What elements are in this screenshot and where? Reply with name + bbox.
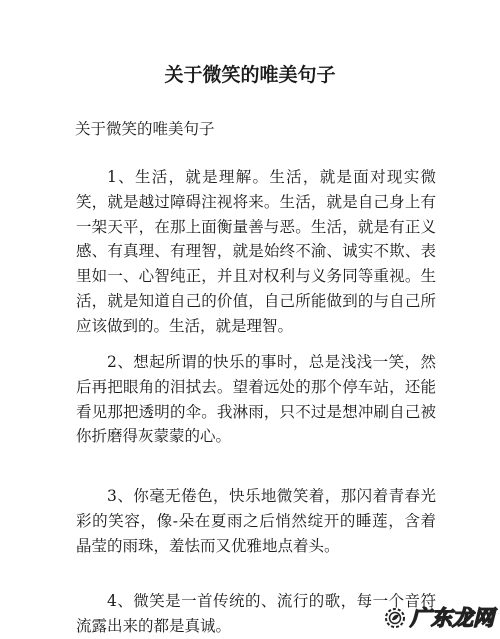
watermark xyxy=(384,606,494,630)
paragraph-2: 2、想起所谓的快乐的事时，总是浅浅一笑，然后再把眼角的泪拭去。望着远处的那个停车站，还能看见那把透明的伞。我淋雨，只不过是想冲刷自己被你折磨得灰蒙蒙的心。 xyxy=(76,353,436,446)
paragraph-4: 4、微笑是一首传统的、流行的歌，每一个音符流露出来的都是真诚。 xyxy=(76,592,436,635)
watermark-text: 广东龙网 xyxy=(410,606,494,630)
paragraph-1: 1、生活，就是理解。生活，就是面对现实微笑，就是越过障碍注视将来。生活，就是自己身上有一架天平，在那上面衡量善与恶。生活，就是有正义感、有真理、有理智，就是始终不渝、诚实不欺、表里如一、心智纯正，并且对权利与义务同等重视。生活，就是知道自己的价值，自己所能做到的与自己所应该做到的。生活，就是理智。 xyxy=(76,168,436,335)
page-title: 关于微笑的唯美句子 xyxy=(164,64,336,86)
gear-leaf-logo-icon xyxy=(384,607,406,629)
paragraph-3: 3、你毫无倦色，快乐地微笑着，那闪着青春光彩的笑容，像-朵在夏雨之后悄然绽开的睡莲，含着晶莹的雨珠，羞怯而又优雅地点着头。 xyxy=(76,487,436,555)
document-subtitle: 关于微笑的唯美句子 xyxy=(75,120,215,138)
